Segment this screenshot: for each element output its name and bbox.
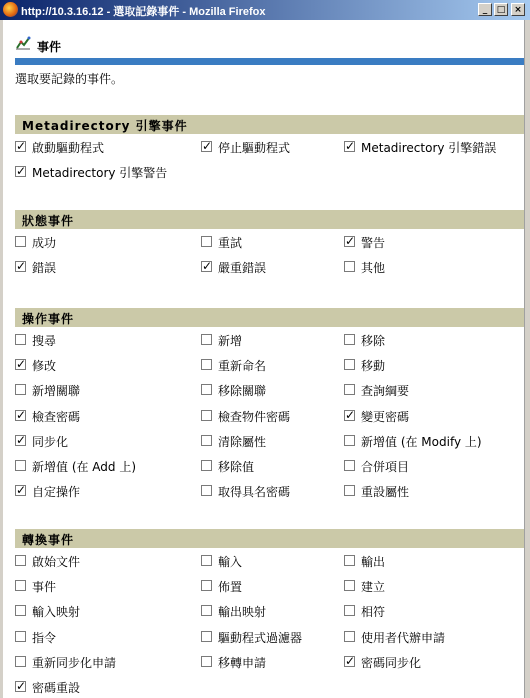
- section-title: Metadirectory 引擎事件: [22, 119, 188, 133]
- unchecked-checkbox-icon[interactable]: [344, 580, 355, 591]
- checked-checkbox-icon[interactable]: [344, 141, 355, 152]
- section-header: [15, 308, 524, 327]
- checkmark-icon: ✓: [16, 433, 27, 447]
- checkbox-label: 錯誤: [32, 261, 57, 275]
- section-header: [15, 115, 524, 134]
- unchecked-checkbox-icon[interactable]: [201, 485, 212, 496]
- checkbox-label: 新增關聯: [32, 384, 81, 398]
- checkmark-icon: ✓: [202, 259, 213, 273]
- checkmark-icon: ✓: [345, 654, 356, 668]
- unchecked-checkbox-icon[interactable]: [201, 410, 212, 421]
- checkbox-label: 清除屬性: [218, 435, 267, 449]
- unchecked-checkbox-icon[interactable]: [201, 435, 212, 446]
- unchecked-checkbox-icon[interactable]: [344, 359, 355, 370]
- checkbox-label: 啟始文件: [32, 555, 81, 569]
- window-title: http://10.3.16.12 - 選取記錄事件 - Mozilla Firefox: [21, 6, 266, 18]
- checkbox-label: 啟動驅動程式: [32, 141, 105, 155]
- checkbox-label: 輸入映射: [32, 605, 81, 619]
- checkbox-label: 修改: [32, 359, 57, 373]
- unchecked-checkbox-icon[interactable]: [201, 656, 212, 667]
- unchecked-checkbox-icon[interactable]: [201, 236, 212, 247]
- checkbox-label: Metadirectory 引擎警告: [32, 166, 168, 180]
- checked-checkbox-icon[interactable]: [15, 261, 26, 272]
- checkmark-icon: ✓: [16, 483, 27, 497]
- close-button[interactable]: ×: [511, 3, 525, 16]
- section-title: 轉換事件: [22, 533, 75, 547]
- checkbox-label: 事件: [32, 580, 57, 594]
- checkbox-label: 移除值: [218, 460, 255, 474]
- checkmark-icon: ✓: [16, 259, 27, 273]
- unchecked-checkbox-icon[interactable]: [344, 261, 355, 272]
- unchecked-checkbox-icon[interactable]: [15, 605, 26, 616]
- section-title: 狀態事件: [22, 214, 75, 228]
- checkbox-label: 取得具名密碼: [218, 485, 291, 499]
- checkbox-label: 停止驅動程式: [218, 141, 291, 155]
- checkbox-label: 佈置: [218, 580, 243, 594]
- unchecked-checkbox-icon[interactable]: [15, 236, 26, 247]
- unchecked-checkbox-icon[interactable]: [344, 334, 355, 345]
- unchecked-checkbox-icon[interactable]: [344, 460, 355, 471]
- checkbox-label: 指令: [32, 631, 57, 645]
- checkbox-label: 其他: [361, 261, 386, 275]
- checkbox-label: 重新命名: [218, 359, 267, 373]
- checkmark-icon: ✓: [345, 139, 356, 153]
- checkbox-label: 移除關聯: [218, 384, 267, 398]
- checkbox-label: 驅動程式過濾器: [218, 631, 303, 645]
- checked-checkbox-icon[interactable]: [201, 261, 212, 272]
- section-title: 操作事件: [22, 312, 75, 326]
- checkbox-label: 嚴重錯誤: [218, 261, 267, 275]
- checkbox-label: 合併項目: [361, 460, 410, 474]
- checkbox-label: 相符: [361, 605, 386, 619]
- unchecked-checkbox-icon[interactable]: [15, 334, 26, 345]
- checkmark-icon: ✓: [16, 139, 27, 153]
- checkbox-label: 使用者代辦申請: [361, 631, 446, 645]
- instruction-text: 選取要記錄的事件。: [15, 72, 124, 86]
- checkmark-icon: ✓: [16, 679, 27, 693]
- checked-checkbox-icon[interactable]: [15, 485, 26, 496]
- checkbox-label: 變更密碼: [361, 410, 410, 424]
- checkbox-label: 成功: [32, 236, 57, 250]
- checked-checkbox-icon[interactable]: [15, 410, 26, 421]
- minimize-button[interactable]: _: [478, 3, 492, 16]
- checkbox-label: 同步化: [32, 435, 69, 449]
- checkmark-icon: ✓: [345, 408, 356, 422]
- unchecked-checkbox-icon[interactable]: [201, 384, 212, 395]
- page-title: 事件: [37, 40, 62, 54]
- unchecked-checkbox-icon[interactable]: [344, 384, 355, 395]
- checkbox-label: 建立: [361, 580, 386, 594]
- title-bar[interactable]: [0, 0, 530, 20]
- scrollbar[interactable]: [524, 20, 530, 698]
- checkbox-label: 警告: [361, 236, 386, 250]
- unchecked-checkbox-icon[interactable]: [344, 605, 355, 616]
- checkbox-label: Metadirectory 引擎錯誤: [361, 141, 497, 155]
- checkbox-label: 檢查密碼: [32, 410, 81, 424]
- checkmark-icon: ✓: [16, 164, 27, 178]
- checked-checkbox-icon[interactable]: [344, 236, 355, 247]
- checkbox-label: 密碼重設: [32, 681, 81, 695]
- checkmark-icon: ✓: [16, 357, 27, 371]
- section-header: [15, 210, 524, 229]
- checkmark-icon: ✓: [16, 408, 27, 422]
- unchecked-checkbox-icon[interactable]: [15, 631, 26, 642]
- checked-checkbox-icon[interactable]: [344, 410, 355, 421]
- checked-checkbox-icon[interactable]: [15, 359, 26, 370]
- checkmark-icon: ✓: [345, 234, 356, 248]
- checkbox-label: 重設屬性: [361, 485, 410, 499]
- checkbox-label: 自定操作: [32, 485, 81, 499]
- checked-checkbox-icon[interactable]: [15, 166, 26, 177]
- unchecked-checkbox-icon[interactable]: [15, 580, 26, 591]
- checkbox-label: 查詢綱要: [361, 384, 410, 398]
- checked-checkbox-icon[interactable]: [344, 656, 355, 667]
- checkbox-label: 移動: [361, 359, 386, 373]
- checkbox-label: 輸入: [218, 555, 243, 569]
- section-header: [15, 529, 524, 548]
- events-icon: [15, 36, 31, 50]
- checkmark-icon: ✓: [202, 139, 213, 153]
- unchecked-checkbox-icon[interactable]: [344, 555, 355, 566]
- checkbox-label: 新增值 (在 Modify 上): [361, 435, 482, 449]
- checkbox-label: 搜尋: [32, 334, 57, 348]
- checkbox-label: 新增: [218, 334, 243, 348]
- checked-checkbox-icon[interactable]: [15, 435, 26, 446]
- checked-checkbox-icon[interactable]: [15, 141, 26, 152]
- unchecked-checkbox-icon[interactable]: [201, 580, 212, 591]
- unchecked-checkbox-icon[interactable]: [15, 460, 26, 471]
- unchecked-checkbox-icon[interactable]: [344, 435, 355, 446]
- unchecked-checkbox-icon[interactable]: [15, 384, 26, 395]
- checkbox-label: 新增值 (在 Add 上): [32, 460, 137, 474]
- checkbox-label: 移除: [361, 334, 386, 348]
- checked-checkbox-icon[interactable]: [201, 141, 212, 152]
- firefox-icon: [3, 2, 18, 17]
- unchecked-checkbox-icon[interactable]: [201, 359, 212, 370]
- checkbox-label: 輸出映射: [218, 605, 267, 619]
- checkbox-label: 移轉申請: [218, 656, 267, 670]
- checkbox-label: 檢查物件密碼: [218, 410, 291, 424]
- unchecked-checkbox-icon[interactable]: [344, 485, 355, 496]
- checkbox-label: 密碼同步化: [361, 656, 422, 670]
- checked-checkbox-icon[interactable]: [15, 681, 26, 692]
- header-divider: [15, 58, 524, 65]
- unchecked-checkbox-icon[interactable]: [15, 656, 26, 667]
- unchecked-checkbox-icon[interactable]: [201, 460, 212, 471]
- maximize-button[interactable]: □: [494, 3, 508, 16]
- unchecked-checkbox-icon[interactable]: [201, 631, 212, 642]
- page-content: [3, 20, 524, 698]
- unchecked-checkbox-icon[interactable]: [201, 334, 212, 345]
- unchecked-checkbox-icon[interactable]: [15, 555, 26, 566]
- checkbox-label: 輸出: [361, 555, 386, 569]
- checkbox-label: 重試: [218, 236, 243, 250]
- unchecked-checkbox-icon[interactable]: [344, 631, 355, 642]
- unchecked-checkbox-icon[interactable]: [201, 605, 212, 616]
- unchecked-checkbox-icon[interactable]: [201, 555, 212, 566]
- checkbox-label: 重新同步化申請: [32, 656, 117, 670]
